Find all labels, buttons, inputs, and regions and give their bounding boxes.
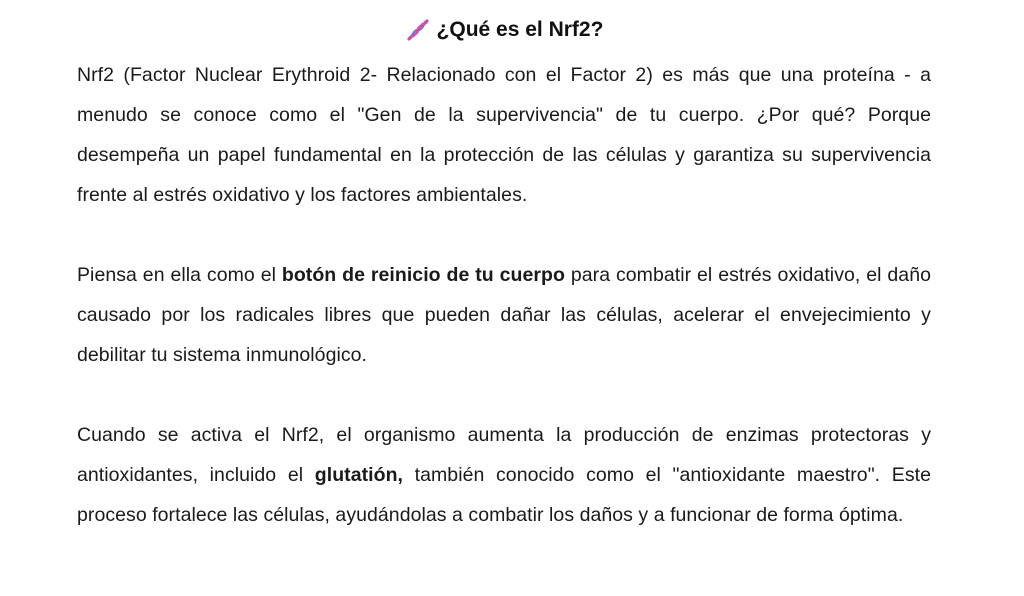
paragraph-text: también conocido como el "antioxidante maestro". Este proceso fortalece las células, ayudándolas a combatir los daños y a funcionar de forma óptima. (77, 464, 931, 526)
paragraph-glutathione (77, 415, 931, 535)
paragraph-intro: Nrf2 (Factor Nuclear Erythroid 2- Relacionado con el Factor 2) es más que una proteína - a menudo se conoce como el "Gen de la supervivencia" de tu cuerpo. ¿Por qué? Porque desempeña un papel fundamental en la protección de las células y garantiza su supervivencia frente al estrés oxidativo y los factores ambientales. (77, 64, 931, 206)
bold-phrase: botón de reinicio de tu cuerpo (281, 264, 565, 286)
page-title: ¿Qué es el Nrf2? (436, 18, 604, 41)
dna-icon (405, 17, 431, 43)
paragraph-text: Cuando se activa el Nrf2, el organismo aumenta la producción de enzimas protectoras y antioxidantes, incluido el (77, 424, 931, 486)
bold-phrase: glutatión, (314, 464, 403, 486)
paragraph-reset-button (77, 255, 931, 375)
paragraph-text: Piensa en ella como el (77, 264, 282, 286)
paragraph-text: para combatir el estrés oxidativo, el daño causado por los radicales libres que pueden dañar las células, acelerar el envejecimiento y debilitar tu sistema inmunológico. (77, 264, 931, 366)
title-row (77, 15, 931, 45)
article (77, 0, 931, 535)
